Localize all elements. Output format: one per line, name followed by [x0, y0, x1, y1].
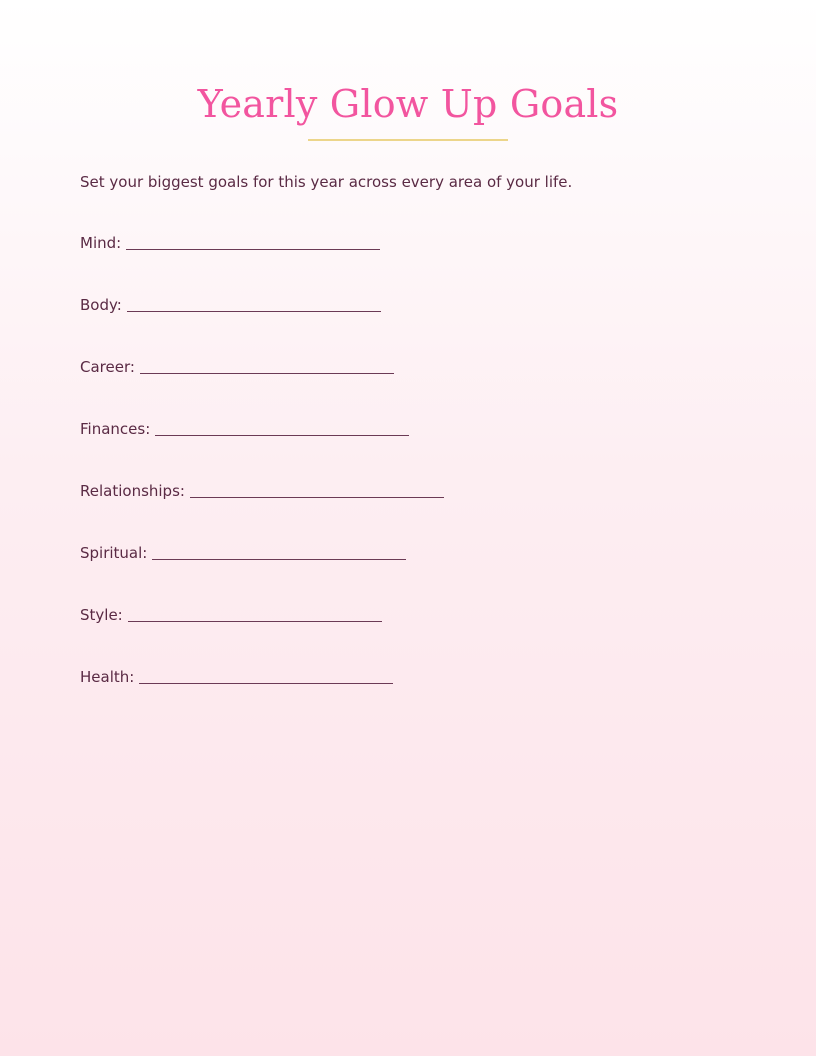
goal-label: Health:: [80, 668, 135, 686]
goal-label: Finances:: [80, 420, 151, 438]
goals-list: [80, 231, 444, 727]
goal-label: Mind:: [80, 234, 122, 252]
goal-answer-line[interactable]: [190, 479, 444, 498]
goal-answer-line[interactable]: [139, 665, 393, 684]
page-title: Yearly Glow Up Goals: [197, 82, 619, 126]
title-divider: [308, 139, 508, 141]
goal-item-career: [80, 355, 444, 417]
goal-item-spiritual: [80, 541, 444, 603]
goal-label: Style:: [80, 606, 123, 624]
goal-item-relationships: [80, 479, 444, 541]
goal-item-style: [80, 603, 444, 665]
goal-answer-line[interactable]: [140, 355, 394, 374]
goal-item-body: [80, 293, 444, 355]
goal-answer-line[interactable]: [127, 293, 381, 312]
goal-item-finances: [80, 417, 444, 479]
intro-text: Set your biggest goals for this year across every area of your life.: [80, 173, 573, 191]
goal-answer-line[interactable]: [128, 603, 382, 622]
goal-answer-line[interactable]: [152, 541, 406, 560]
goal-label: Relationships:: [80, 482, 185, 500]
goal-item-health: [80, 665, 444, 727]
goal-label: Spiritual:: [80, 544, 148, 562]
goal-item-mind: [80, 231, 444, 293]
goal-answer-line[interactable]: [126, 231, 380, 250]
goal-label: Career:: [80, 358, 135, 376]
goal-label: Body:: [80, 296, 122, 314]
goal-answer-line[interactable]: [155, 417, 409, 436]
